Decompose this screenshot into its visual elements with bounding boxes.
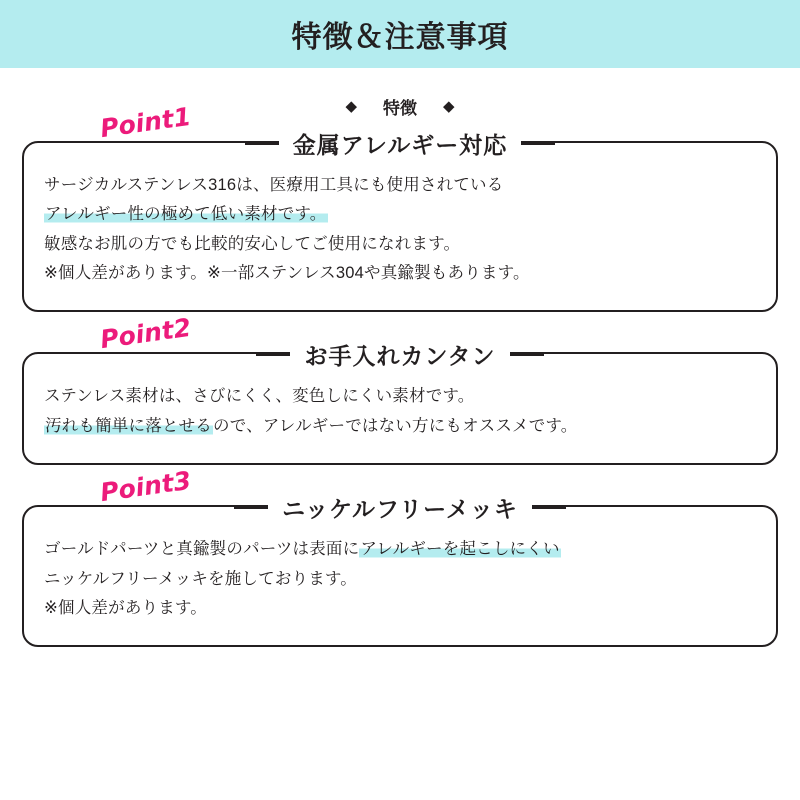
title-dash-left-icon [234,506,268,509]
point-badge: Point2 [98,313,193,355]
body-text-highlighted: アレルギー性の極めて低い素材です。 [45,205,327,224]
diamond-right-icon: ◆ [443,98,455,115]
body-text: ステンレス素材は、さびにくく、変色しにくい素材です。 [44,387,475,406]
point-badge: Point1 [98,101,193,144]
body-line [44,259,756,288]
point-card [22,343,778,465]
title-dash-right-icon [521,142,555,145]
body-text: 敏感なお肌の方でも比較的安心してご使用になれます。 [44,234,461,253]
body-text: ※個人差があります。 [44,598,208,617]
title-dash-left-icon [256,354,290,357]
point-block [22,313,778,465]
section-heading-label: 特徴 [383,99,417,118]
body-line [44,565,756,594]
point-block [22,465,778,647]
point-body [44,171,756,288]
body-text: ゴールドパーツと真鍮製のパーツは表面に [44,540,360,559]
body-line [44,594,756,623]
body-line [44,382,756,411]
point-title: お手入れカンタン [290,338,509,371]
point-title: 金属アレルギー対応 [279,127,522,160]
body-text: ニッケルフリーメッキを施しております。 [44,569,358,588]
body-line [44,535,756,564]
point-body [44,535,756,623]
body-line [44,200,756,229]
body-line [44,171,756,200]
title-dash-right-icon [510,354,544,357]
page-header [0,0,800,68]
body-text: ので、アレルギーではない方にもオススメです。 [213,416,578,435]
body-text: ※個人差があります。※一部ステンレス304や真鍮製もあります。 [44,264,530,283]
page-title: 特徴＆注意事項 [291,21,509,54]
body-text: サージカルステンレス316は、医療用工具にも使用されている [44,176,504,194]
title-dash-left-icon [245,142,279,145]
point-body [44,382,756,441]
diamond-left-icon: ◆ [345,98,357,115]
body-line [44,412,756,441]
point-card [22,132,778,312]
body-text-highlighted: 汚れも簡単に落とせる [45,416,212,435]
point-badge: Point3 [98,465,193,508]
title-dash-right-icon [532,506,566,509]
point-card [22,496,778,647]
body-line [44,230,756,259]
point-title: ニッケルフリーメッキ [268,491,532,524]
body-text-highlighted: アレルギーを起こしにくい [360,540,560,559]
